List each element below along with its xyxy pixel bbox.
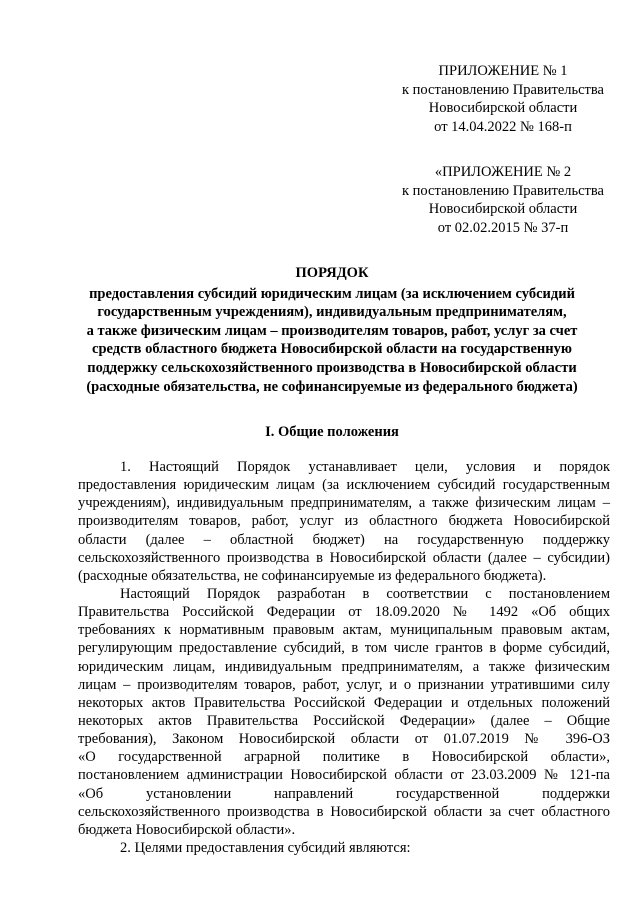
- text-line: учреждениям), индивидуальным предпринимателям, а также физическим лицам –: [78, 495, 610, 512]
- text-line: «О государственной аграрной политике в Новосибирской области»,: [78, 749, 610, 766]
- text-line: юридическим лицам, индивидуальным предпринимателям, а также физическим: [78, 658, 610, 675]
- document-subtitle-line: (расходные обязательства, не софинансируемые из федерального бюджета): [86, 378, 578, 395]
- appendix-2-title: «ПРИЛОЖЕНИЕ № 2: [434, 164, 572, 180]
- text-line: некоторых актов Правительства Российской Федерации» (далее – Общие: [78, 712, 610, 729]
- text-line: 1. Настоящий Порядок устанавливает цели, условия и порядок: [120, 459, 610, 475]
- document-body: [78, 458, 610, 857]
- appendix-2-line: к постановлению Правительства: [402, 182, 604, 199]
- text-line: Настоящий Порядок разработан в соответствии с постановлением: [120, 585, 610, 602]
- text-line: сельскохозяйственного производства в Новосибирской области за счет областного: [78, 803, 610, 820]
- appendix-2-header: [388, 163, 618, 237]
- text-line: 2. Целями предоставления субсидий являются:: [120, 839, 411, 856]
- text-line: Правительства Российской Федерации от 18.09.2020 № 1492 «Об общих: [78, 604, 610, 621]
- appendix-1-header: [388, 62, 618, 136]
- text-line: области (далее – областной бюджет) на государственную поддержку: [78, 531, 610, 548]
- document-title-block: [62, 264, 602, 396]
- text-line: требованиях к нормативным правовым актам, муниципальным правовым актам,: [78, 622, 610, 639]
- text-line: (расходные обязательства, не софинансируемые из федерального бюджета).: [78, 567, 547, 584]
- text-line: производителям товаров, работ, услуг из областного бюджета Новосибирской: [78, 513, 610, 530]
- appendix-1-line: Новосибирской области: [428, 100, 578, 116]
- appendix-1-title: ПРИЛОЖЕНИЕ № 1: [438, 63, 568, 79]
- text-line: «Об установлении направлений государственной поддержки: [78, 785, 610, 802]
- text-line: предоставления юридическим лицам (за исключением субсидий государственным: [78, 477, 610, 494]
- paragraph-2: [78, 585, 610, 839]
- appendix-1-line: к постановлению Правительства: [402, 81, 604, 98]
- document-subtitle-line: государственным учреждениям), индивидуальным предпринимателям,: [97, 304, 567, 321]
- text-line: постановлением администрации Новосибирской области от 23.03.2009 № 121-па: [78, 767, 610, 784]
- text-line: сельскохозяйственного производства в Новосибирской области (далее – субсидии): [78, 549, 610, 566]
- text-line: требования), Законом Новосибирской области от 01.07.2019 № 396-ОЗ: [78, 731, 610, 748]
- document-subtitle-line: средств областного бюджета Новосибирской области на государственную: [92, 341, 572, 358]
- text-line: регулирующим предоставление субсидий, в том числе грантов в форме субсидий,: [78, 640, 610, 657]
- appendix-1-date: от 14.04.2022 № 168-п: [434, 118, 572, 135]
- text-line: некоторых актов Правительства Российской Федерации и отдельных положений: [78, 694, 610, 711]
- document-title: ПОРЯДОК: [295, 265, 369, 281]
- document-subtitle-line: поддержку сельскохозяйственного производства в Новосибирской области: [87, 359, 577, 376]
- document-subtitle-line: предоставления субсидий юридическим лицам (за исключением субсидий: [89, 285, 575, 302]
- text-line: лицам – производителям товаров, работ, услуг, и о признании утратившими силу: [78, 676, 610, 693]
- paragraph-1: [78, 458, 610, 585]
- appendix-2-line: Новосибирской области: [428, 201, 578, 217]
- text-line: бюджета Новосибирской области».: [78, 821, 296, 838]
- appendix-2-date: от 02.02.2015 № 37-п: [437, 219, 569, 236]
- section-heading: I. Общие положения: [265, 424, 399, 440]
- paragraph-3: [78, 839, 610, 857]
- document-subtitle-line: а также физическим лицам – производителям товаров, работ, услуг за счет: [86, 322, 578, 339]
